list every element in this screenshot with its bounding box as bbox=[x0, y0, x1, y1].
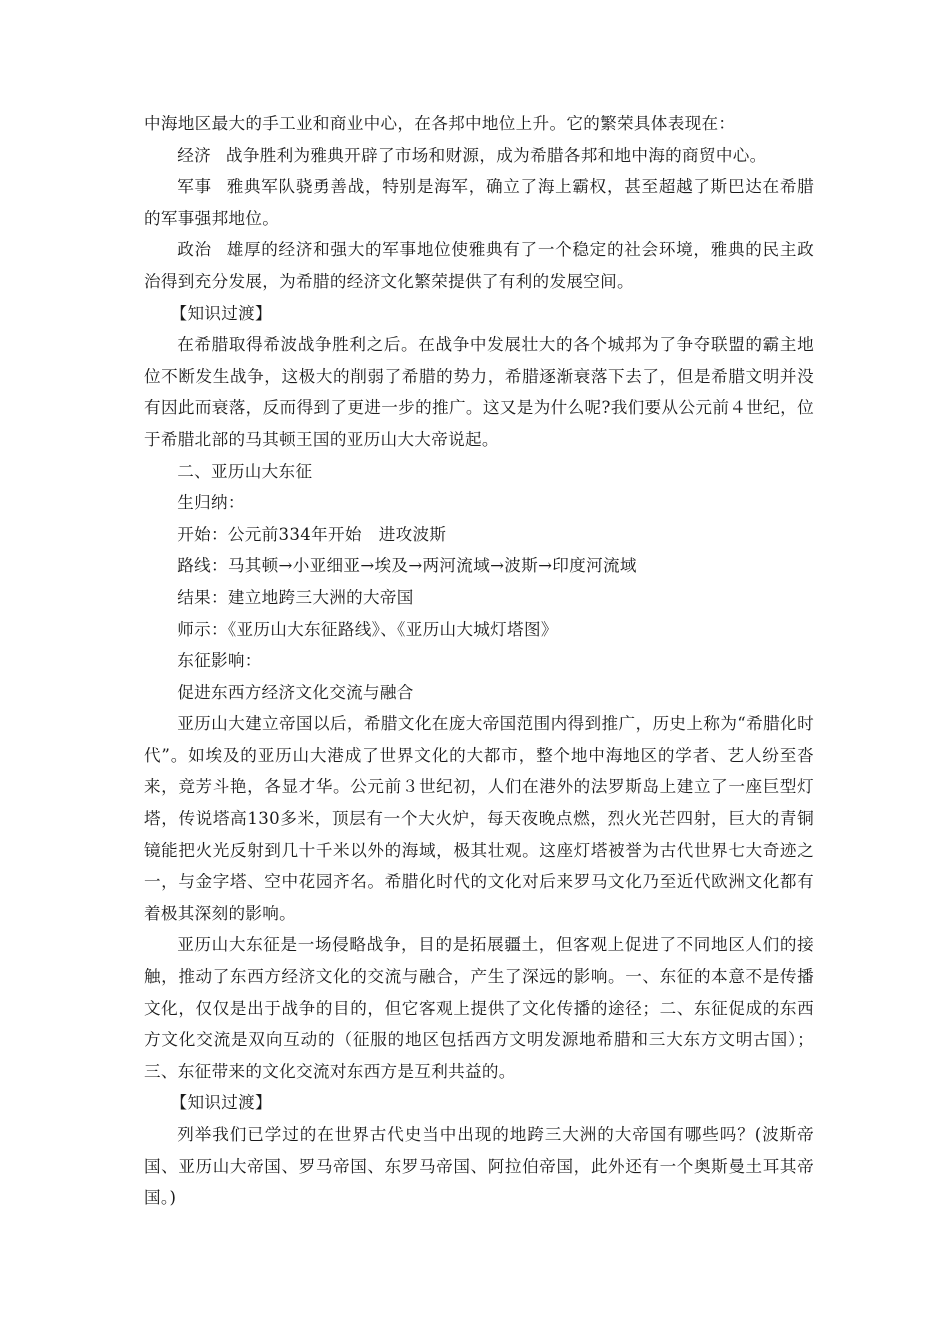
influence-label: 东征影响： bbox=[177, 651, 262, 671]
influence-promote: 促进东西方经济文化交流与融合 bbox=[177, 682, 414, 702]
summary-start: 开始：公元前334年开始 进攻波斯 bbox=[177, 524, 447, 544]
summary-route: 路线：马其顿→小亚细亚→埃及→两河流域→波斯→印度河流域 bbox=[177, 556, 637, 576]
economy-label: 经济 bbox=[177, 145, 211, 165]
paragraph-eastern-expedition: 亚历山大东征是一场侵略战争，目的是拓展疆土，但客观上促进了不同地区人们的接触，推动了东西方经济文化的交流与融合，产生了深远的影响。一、东征的本意不是传播文化，仅仅是出于战争的目的，但它客观上提供了文化传播的途径；二、东征促成的东西方文化交流是双向互动的（征服的地区包括西方文明发源地希腊和三大东方文明古国）；三、东征带来的文化交流对东西方是互利共益的。 bbox=[144, 935, 814, 1081]
politics-label: 政治 bbox=[177, 240, 212, 260]
paragraph-economy bbox=[144, 140, 814, 172]
economy-text: 战争胜利为雅典开辟了市场和财源，成为希腊各邦和地中海的商贸中心。 bbox=[225, 145, 767, 165]
military-label: 军事 bbox=[177, 177, 212, 197]
summary-result: 结果：建立地跨三大洲的大帝国 bbox=[177, 587, 414, 607]
teacher-show: 师示：《亚历山大东征路线》、《亚历山大城灯塔图》 bbox=[177, 619, 558, 639]
student-summary-label: 生归纳： bbox=[177, 493, 245, 513]
politics-text: 雄厚的经济和强大的军事地位使雅典有了一个稳定的社会环境，雅典的民主政治得到充分发展，为希腊的经济文化繁荣提供了有利的发展空间。 bbox=[144, 240, 814, 291]
section-heading-alexander: 二、亚历山大东征 bbox=[177, 461, 313, 481]
paragraph-transition: 在希腊取得希波战争胜利之后。在战争中发展壮大的各个城邦为了争夺联盟的霸主地位不断发生战争，这极大的削弱了希腊的势力，希腊逐渐衰落下去了，但是希腊文明并没有因此而衰落，反而得到了更进一步的推广。这又是为什么呢?我们要从公元前４世纪，位于希腊北部的马其顿王国的亚历山大大帝说起。 bbox=[144, 335, 814, 449]
paragraph-politics bbox=[144, 234, 814, 297]
paragraph-intro: 中海地区最大的手工业和商业中心，在各邦中地位上升。它的繁荣具体表现在： bbox=[144, 114, 736, 133]
paragraph-military bbox=[144, 171, 814, 234]
knowledge-transition-heading: 【知识过渡】 bbox=[170, 303, 272, 323]
military-text: 雅典军队骁勇善战，特别是海军，确立了海上霸权，甚至超越了斯巴达在希腊的军事强邦地位。 bbox=[144, 177, 814, 228]
paragraph-hellenistic: 亚历山大建立帝国以后，希腊文化在庞大帝国范围内得到推广，历史上称为“希腊化时代”。如埃及的亚历山大港成了世界文化的大都市，整个地中海地区的学者、艺人纷至沓来，竞芳斗艳，各显才华。公元前３世纪初，人们在港外的法罗斯岛上建立了一座巨型灯塔，传说塔高130多米，顶层有一个大火炉，每天夜晚点燃，烈火光芒四射，巨大的青铜镜能把火光反射到几十千米以外的海域，极其壮观。这座灯塔被誉为古代世界七大奇迹之一，与金字塔、空中花园齐名。希腊化时代的文化对后来罗马文化乃至近代欧洲文化都有着极其深刻的影响。 bbox=[144, 714, 814, 923]
paragraph-empires: 列举我们已学过的在世界古代史当中出现的地跨三大洲的大帝国有哪些吗？(波斯帝国、亚历山大帝国、罗马帝国、东罗马帝国、阿拉伯帝国，此外还有一个奥斯曼土耳其帝国。) bbox=[144, 1125, 814, 1208]
knowledge-transition-heading-2: 【知识过渡】 bbox=[170, 1093, 272, 1113]
document-page bbox=[144, 108, 814, 1214]
